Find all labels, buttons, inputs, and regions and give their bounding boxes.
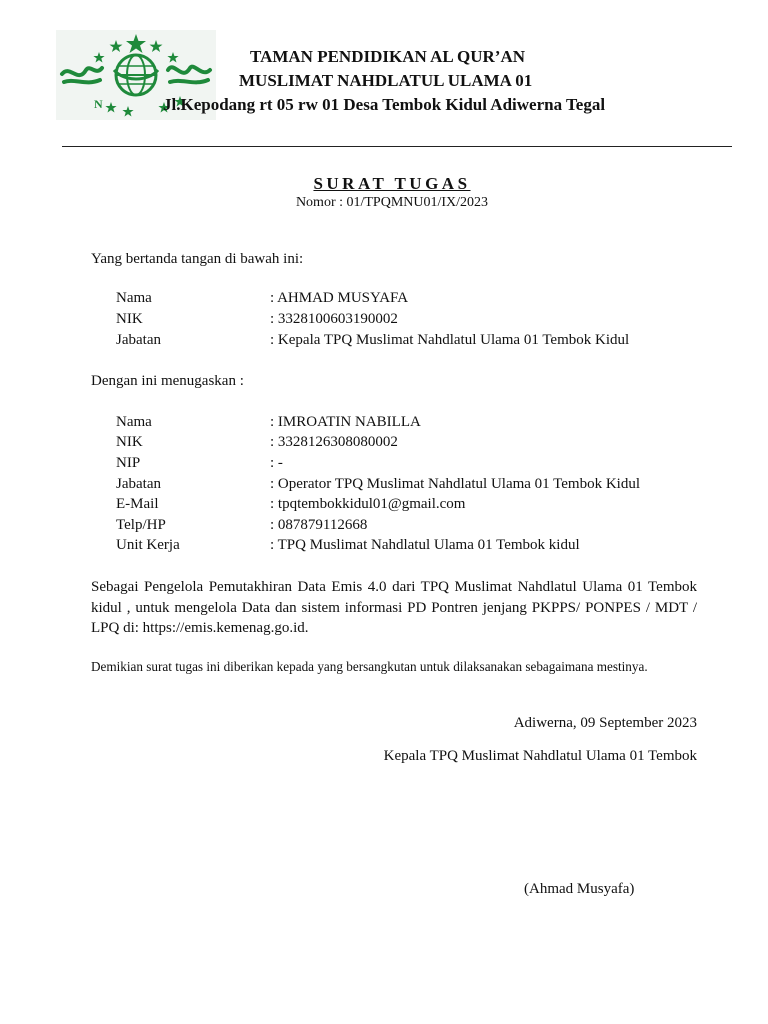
signer-position-label: Jabatan	[116, 332, 161, 348]
signer-signature-name: (Ahmad Musyafa)	[524, 881, 635, 897]
assignee-email-value: : tpqtembokkidul01@gmail.com	[270, 496, 466, 512]
closing-text: Demikian surat tugas ini diberikan kepada yang bersangkutan untuk dilaksanakan sebagaimana mestinya.	[91, 659, 648, 674]
assignee-nik-value: : 3328126308080002	[270, 434, 398, 450]
header-divider	[62, 146, 732, 147]
svg-text:N: N	[94, 97, 103, 111]
assignee-unit-value: : TPQ Muslimat Nahdlatul Ulama 01 Tembok kidul	[270, 537, 580, 553]
signer-title: Kepala TPQ Muslimat Nahdlatul Ulama 01 Tembok	[383, 748, 697, 764]
school-address: Jl.Kepodang rt 05 rw 01 Desa Tembok Kidul Adiwerna Tegal	[163, 95, 606, 114]
school-name-line2: MUSLIMAT NAHDLATUL ULAMA 01	[239, 71, 533, 90]
assignee-email-label: E-Mail	[116, 496, 159, 512]
assignee-position-value: : Operator TPQ Muslimat Nahdlatul Ulama 01 Tembok Kidul	[270, 476, 641, 492]
body-paragraph: Sebagai Pengelola Pemutakhiran Data Emis 4.0 dari TPQ Muslimat Nahdlatul Ulama 01 Tembok kidul , untuk mengelola Data dan sistem informasi PD Pontren jenjang PKPPS/ PONPES / MDT / LPQ di: https://emis.kemenag.go.id.	[91, 579, 697, 636]
signer-nik-label: NIK	[116, 311, 143, 327]
assignee-nip-value: : -	[270, 455, 283, 471]
letter-number: Nomor : 01/TPQMNU01/IX/2023	[295, 195, 489, 210]
assignee-phone-label: Telp/HP	[116, 517, 166, 533]
place-date: Adiwerna, 09 September 2023	[513, 715, 697, 731]
assignee-name-value: : IMROATIN NABILLA	[270, 414, 421, 430]
assignee-nip-label: NIP	[116, 455, 141, 471]
assignee-nik-label: NIK	[116, 434, 143, 450]
assignee-name-label: Nama	[116, 414, 152, 430]
signer-name-label: Nama	[116, 290, 152, 306]
letter-title: SURAT TUGAS	[313, 174, 471, 193]
assignee-phone-value: : 087879112668	[270, 517, 368, 533]
signer-name-value: : AHMAD MUSYAFA	[270, 290, 409, 306]
signer-position-value: : Kepala TPQ Muslimat Nahdlatul Ulama 01 Tembok Kidul	[270, 332, 630, 348]
signer-nik-value: : 3328100603190002	[270, 311, 398, 327]
intro-text: Yang bertanda tangan di bawah ini:	[91, 251, 304, 267]
assignee-unit-label: Unit Kerja	[116, 537, 180, 553]
school-name-line1: TAMAN PENDIDIKAN AL QUR’AN	[250, 47, 525, 66]
assignee-position-label: Jabatan	[116, 476, 161, 492]
assignment-intro: Dengan ini menugaskan :	[91, 373, 244, 389]
